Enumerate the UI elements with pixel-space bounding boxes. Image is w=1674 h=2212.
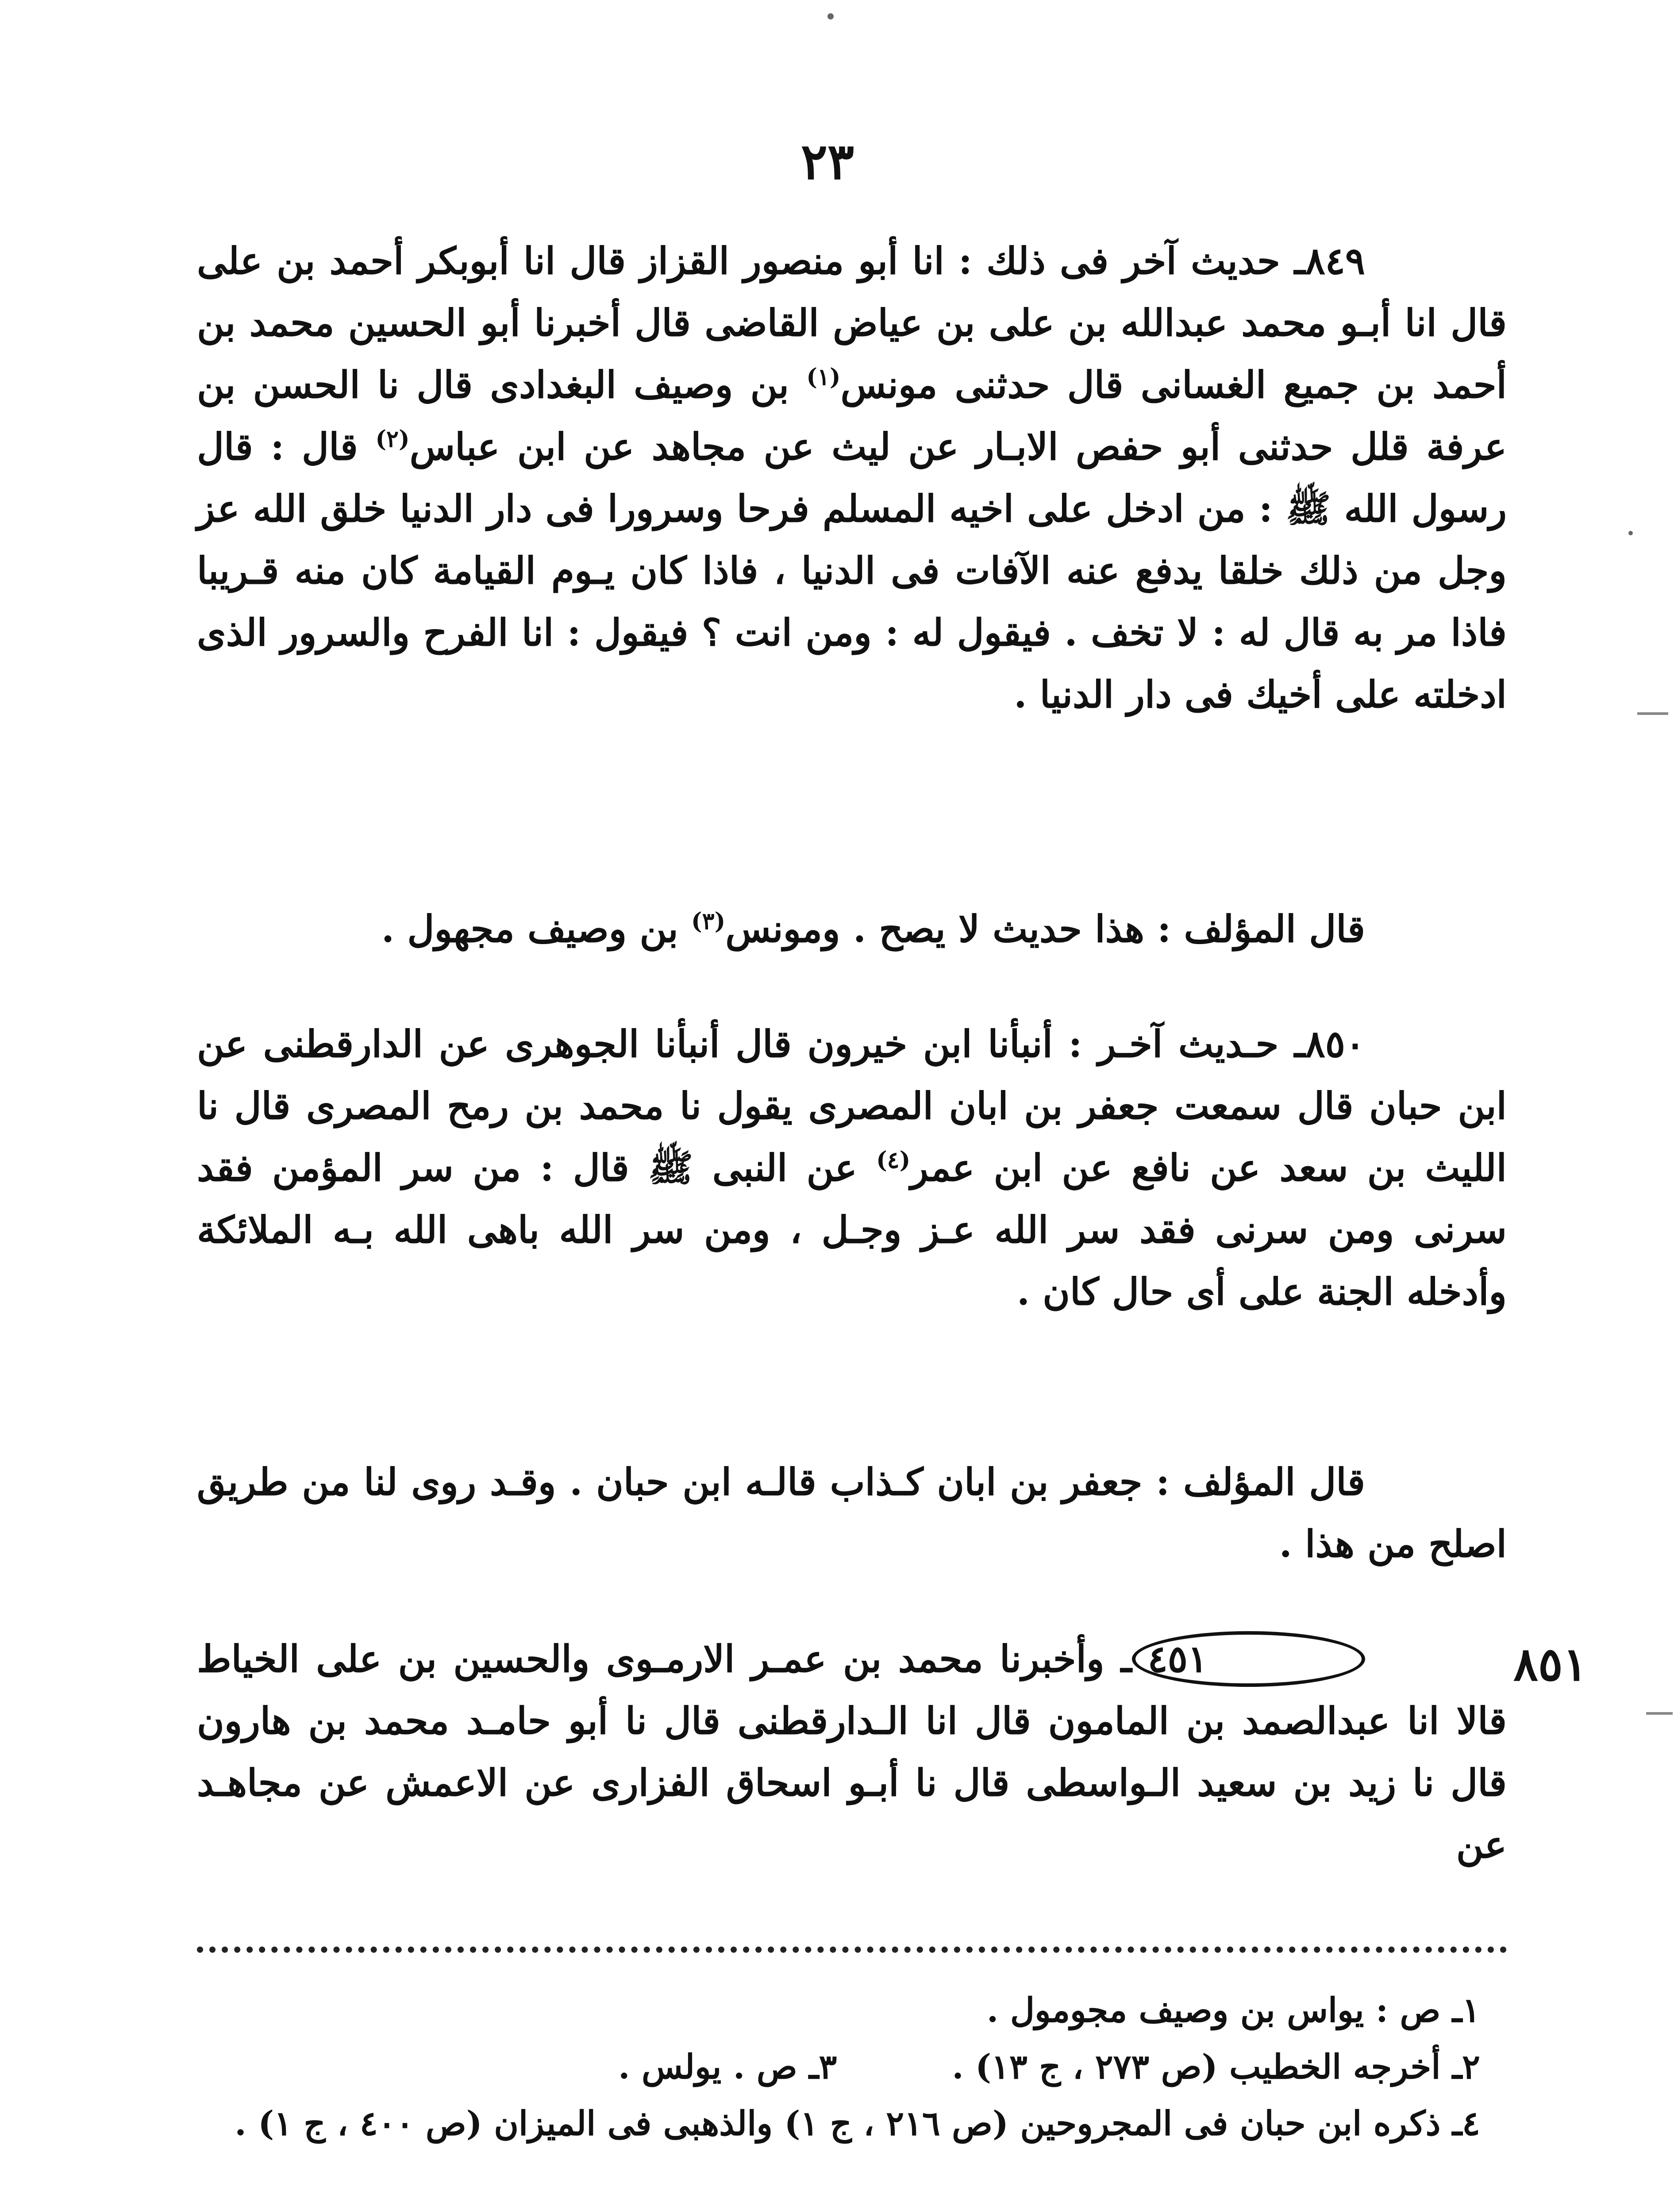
- hadith-850-paragraph: [197, 1013, 1507, 1323]
- footnotes: [197, 1982, 1507, 2152]
- hadith-849-text-c: قال : قال رسول الله ﷺ : من ادخل على اخيه المسلم فرحا وسرورا فى دار الدنيا خلق الله عز وجل من ذلك خلقا يدفع عنه الآفات فى الدنيا ، فاذا كان يـوم القيامة كان منه قـريبا فاذا مر به قال له : لا تخف . فيقول له : ومن انت ؟ فيقول : انا الفرح والسرور الذى ادخلته على أخيك فى دار الدنيا .: [197, 425, 1507, 716]
- author-note-850-paragraph: قال المؤلف : جعفر بن ابان كـذاب قالـه ابن حبان . وقـد روى لنا من طريق اصلح من هذا .: [197, 1460, 1507, 1566]
- author-note-849-text-b: بن وصيف مجهول .: [381, 907, 692, 951]
- hadith-851-text: ـ وأخبرنا محمد بن عمـر الارمـوى والحسين بن على الخياط قالا انا عبدالصمد بن المامون قال انا الـدارقطنى قال نا أبو حامـد محمد بن هارون قال نا زيد بن سعيد الـواسطى قال نا أبـو اسحاق الفزارى عن الاعمش عن مجاهـد عن: [197, 1637, 1507, 1866]
- hadith-850: [197, 1013, 1507, 1323]
- footnote-divider: [197, 1947, 1507, 1953]
- scan-speck: [827, 13, 834, 19]
- handwritten-margin-number: ٨٥١: [1513, 1637, 1588, 1691]
- footnote-1: ١ـ ص : يواس بن وصيف مجومول .: [986, 1990, 1480, 2030]
- scan-edge-mark: [1646, 1712, 1673, 1715]
- page-number: ٢٣: [800, 133, 854, 191]
- author-note-850: [197, 1451, 1507, 1575]
- footnote-4: ٤ـ ذكره ابن حبان فى المجروحين (ص ٢١٦ ، ج ١) والذهبى فى الميزان (ص ٤٠٠ ، ج ١) .: [235, 2104, 1480, 2143]
- hadith-849: [197, 230, 1507, 726]
- circled-hadith-number: ٤٥١: [1132, 1631, 1365, 1687]
- footnote-2: ٢ـ أخرجه الخطيب (ص ٢٧٣ ، ج ١٣) .: [952, 2047, 1480, 2086]
- hadith-851: [197, 1628, 1507, 1876]
- footnote-ref-4: (٤): [876, 1147, 911, 1174]
- footnote-2-row: [197, 2039, 1507, 2095]
- hadith-849-text: ٨٤٩ـ حديث آخر فى ذلك : انا أبو منصور القزاز قال انا أبوبكر أحمد بن على قال انا أبـو محمد عبدالله بن على بن عياض القاضى قال أخبرنا أبو الحسين محمد بن أحمد بن جميع الغسانى قال حدثنى مونس: [197, 239, 1507, 407]
- hadith-851-paragraph: [197, 1628, 1507, 1876]
- hadith-850-text-b: عن النبى ﷺ قال : من سر المؤمن فقد سرنى ومن سرنى فقد سر الله عـز وجـل ، ومن سر الله باهى الله بـه الملائكة وأدخله الجنة على أى حال كان .: [197, 1146, 1507, 1313]
- footnote-ref-1: (١): [806, 364, 841, 391]
- footnote-ref-3: (٣): [691, 908, 726, 935]
- scan-speck: [1628, 531, 1633, 535]
- hadith-849-text-b: بن وصيف البغدادى قال نا الحسن بن عرفة قلل حدثنى أبو حفص الابـار عن ليث عن مجاهد عن ابن عباس: [197, 363, 1507, 469]
- footnote-3: ٣ـ ص . يولس .: [618, 2047, 837, 2086]
- author-note-849-paragraph: [197, 898, 1507, 960]
- scan-edge-mark: [1637, 712, 1668, 715]
- footnote-ref-2: (٢): [375, 426, 410, 453]
- hadith-850-text: ٨٥٠ـ حـديث آخـر : أنبأنا ابن خيرون قال أنبأنا الجوهرى عن الدارقطنى عن ابن حبان قال سمعت جعفر بن ابان المصرى يقول نا محمد بن رمح المصرى قال نا الليث بن سعد عن نافع عن ابن عمر: [197, 1022, 1507, 1190]
- author-note-849: [197, 898, 1507, 960]
- author-note-849-text: قال المؤلف : هذا حديث لا يصح . ومونس: [725, 907, 1365, 951]
- hadith-849-paragraph: [197, 230, 1507, 726]
